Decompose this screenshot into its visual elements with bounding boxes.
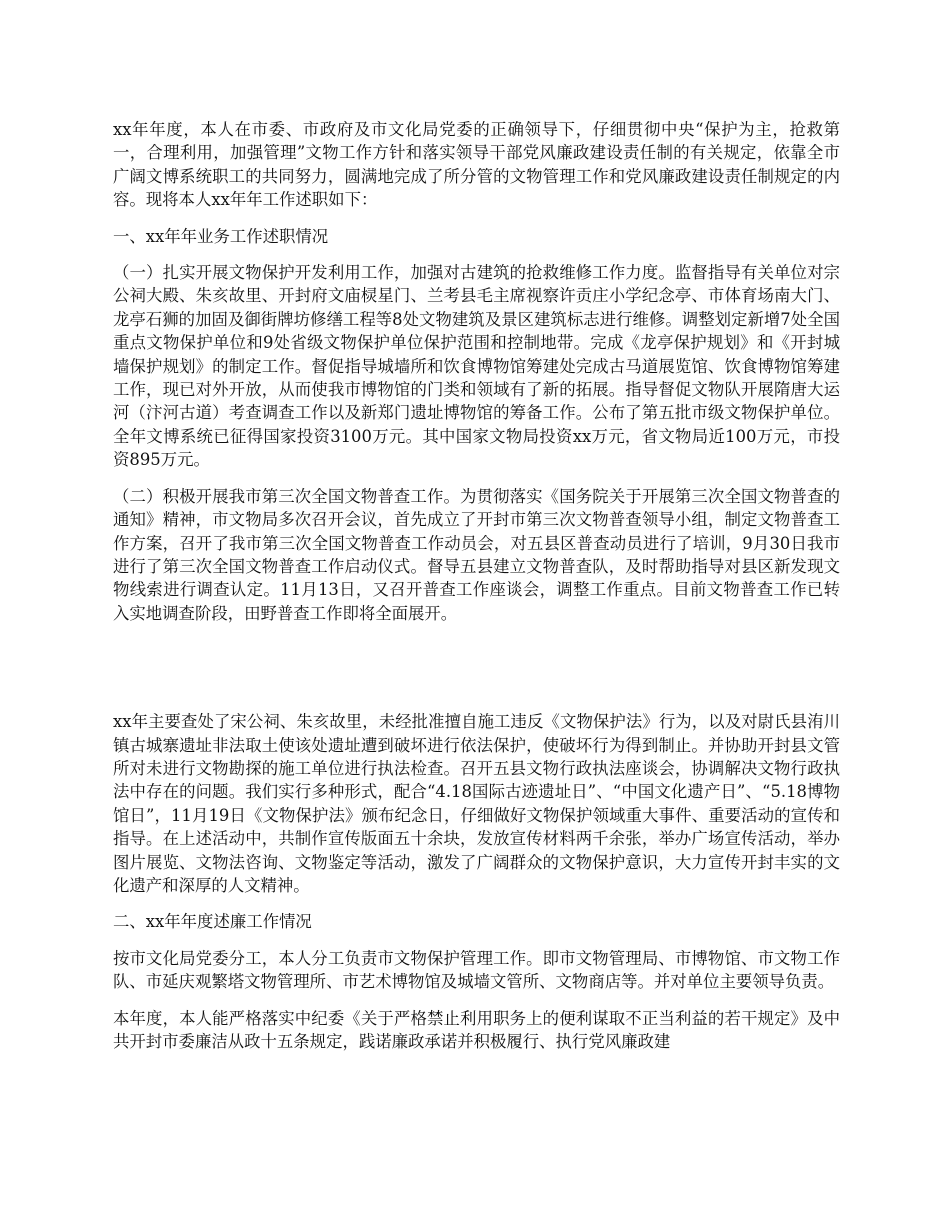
section2-paragraph-1: 按市文化局党委分工，本人分工负责市文物保护管理工作。即市文物管理局、市博物馆、市文物工作队、市延庆观繁塔文物管理所、市艺术博物馆及城墙文管所、文物商店等。并对单位主要领导负责。	[113, 948, 840, 992]
document-body	[113, 118, 840, 1066]
section1-heading: 一、xx年年业务工作述职情况	[113, 226, 329, 246]
section1-paragraph-2: （二）积极开展我市第三次全国文物普查工作。为贯彻落实《国务院关于开展第三次全国文物普查的通知》精神，市文物局多次召开会议，首先成立了开封市第三次文物普查领导小组，制定文物普查工作方案，召开了我市第三次全国文物普查工作动员会，对五县区普查动员进行了培训，9月30日我市进行了第三次全国文物普查工作启动仪式。督导五县建立文物普查队，及时帮助指导对县区新发现文物线索进行调查认定。11月13日，又召开普查工作座谈会，调整工作重点。目前文物普查工作已转入实地调查阶段，田野普查工作即将全面展开。	[113, 486, 840, 623]
section1-paragraph-1: （一）扎实开展文物保护开发利用工作，加强对古建筑的抢救维修工作力度。监督指导有关单位对宗公祠大殿、朱亥故里、开封府文庙棂星门、兰考县毛主席视察许贡庄小学纪念亭、市体育场南大门、龙亭石狮的加固及御街牌坊修缮工程等8处文物建筑及景区建筑标志进行维修。调整划定新增7处全国重点文物保护单位和9处省级文物保护单位保护范围和控制地带。完成《龙亭保护规划》和《开封城墙保护规划》的制定工作。督促指导城墙所和饮食博物馆筹建处完成古马道展览馆、饮食博物馆筹建工作，现已对外开放，从而使我市博物馆的门类和领域有了新的拓展。指导督促文物队开展隋唐大运河（汴河古道）考查调查工作以及新郑门遗址博物馆的筹备工作。公布了第五批市级文物保护单位。全年文博系统已征得国家投资3100万元。其中国家文物局投资xx万元，省文物局近100万元，市投资895万元。	[113, 263, 840, 470]
section2-heading: 二、xx年年度述廉工作情况	[113, 912, 312, 932]
blank-gap	[113, 638, 840, 710]
intro-paragraph: xx年年度，本人在市委、市政府及市文化局党委的正确领导下，仔细贯彻中央“保护为主，抢救第一，合理利用，加强管理”文物工作方针和落实领导干部党风廉政建设责任制的有关规定，依靠全市广阔文博系统职工的共同努力，圆满地完成了所分管的文物管理工作和党风廉政建设责任制规定的内容。现将本人xx年年工作述职如下：	[113, 120, 840, 210]
section1-paragraph-3: xx年主要查处了宋公祠、朱亥故里，未经批准擅自施工违反《文物保护法》行为，以及对尉氏县洧川镇古城寨遗址非法取土使该处遗址遭到破坏进行依法保护，使破坏行为得到制止。并协助开封县文管所对未进行文物勘探的施工单位进行执法检查。召开五县文物行政执法座谈会，协调解决文物行政执法中存在的问题。我们实行多种形式，配合“4.18国际古迹遗址日”、“中国文化遗产日”、“5.18博物馆日”，11月19日《文物保护法》颁布纪念日，仔细做好文物保护领域重大事件、重要活动的宣传和指导。在上述活动中，共制作宣传版面五十余块，发放宣传材料两千余张，举办广场宣传活动，举办图片展览、文物法咨询、文物鉴定等活动，激发了广阔群众的文物保护意识，大力宣传开封丰实的文化遗产和深厚的人文精神。	[113, 712, 840, 895]
section2-paragraph-2: 本年度，本人能严格落实中纪委《关于严格禁止利用职务上的便利谋取不正当利益的若干规定》及中共开封市委廉洁从政十五条规定，践诺廉政承诺并积极履行、执行党风廉政建	[113, 1008, 840, 1051]
